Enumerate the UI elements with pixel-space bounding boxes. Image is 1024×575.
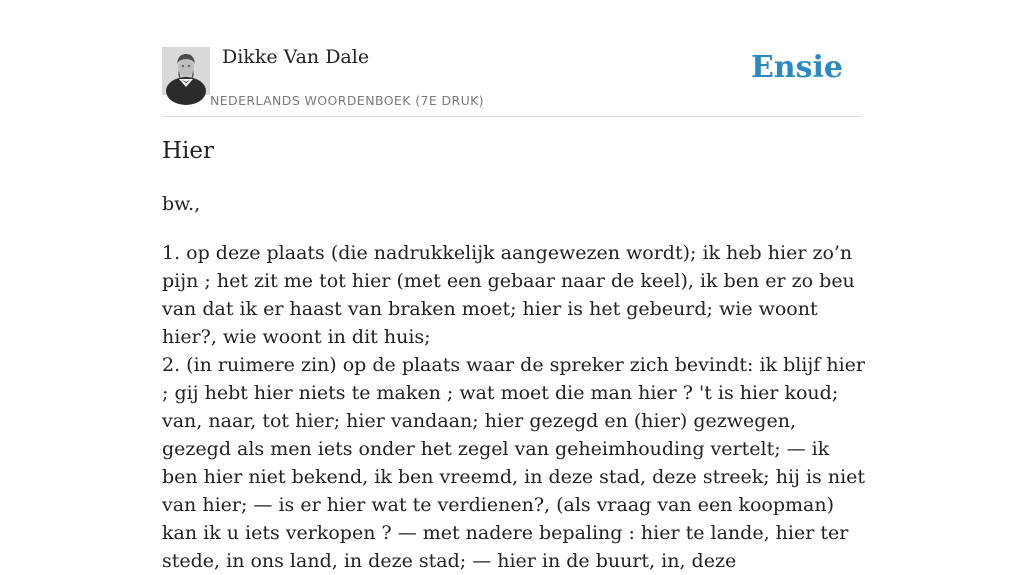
author-name[interactable]: Dikke Van Dale (222, 46, 370, 68)
entry-title: Hier (162, 138, 215, 164)
entry-header (162, 42, 862, 117)
definition-text (162, 239, 868, 575)
author-portrait-icon (162, 47, 210, 95)
brand-logo[interactable]: Ensie (750, 50, 843, 85)
author-avatar[interactable] (162, 47, 210, 95)
dictionary-source[interactable]: NEDERLANDS WOORDENBOEK (7E DRUK) (210, 93, 485, 108)
part-of-speech: bw., (162, 193, 201, 215)
definition-item: 2. (in ruimere zin) op de plaats waar de spreker zich bevindt: ik blijf hier ; gij hebt hier niets te maken ; wat moet die man hier ? 't is hier koud; van, naar, tot hier; hier vandaan; hier gezegd en (hier) gezwegen, gezegd als men iets onder het zegel van geheimhouding vertelt; — ik ben hier niet bekend, ik ben vreemd, in deze stad, deze streek; hij is niet van hier; — is er hier wat te verdienen?, (als vraag van een koopman) kan ik u iets verkopen ? — met nadere bepaling : hier te lande, hier ter stede, in ons land, in deze stad; — hier in de buurt, in, deze (162, 354, 866, 572)
definition-item: 1. op deze plaats (die nadrukkelijk aangewezen wordt); ik heb hier zo’n pijn ; het zit me tot hier (met een gebaar naar de keel), ik ben er zo beu van dat ik er haast van braken moet; hier is het gebeurd; wie woont hier?, wie woont in dit huis; (162, 242, 855, 348)
